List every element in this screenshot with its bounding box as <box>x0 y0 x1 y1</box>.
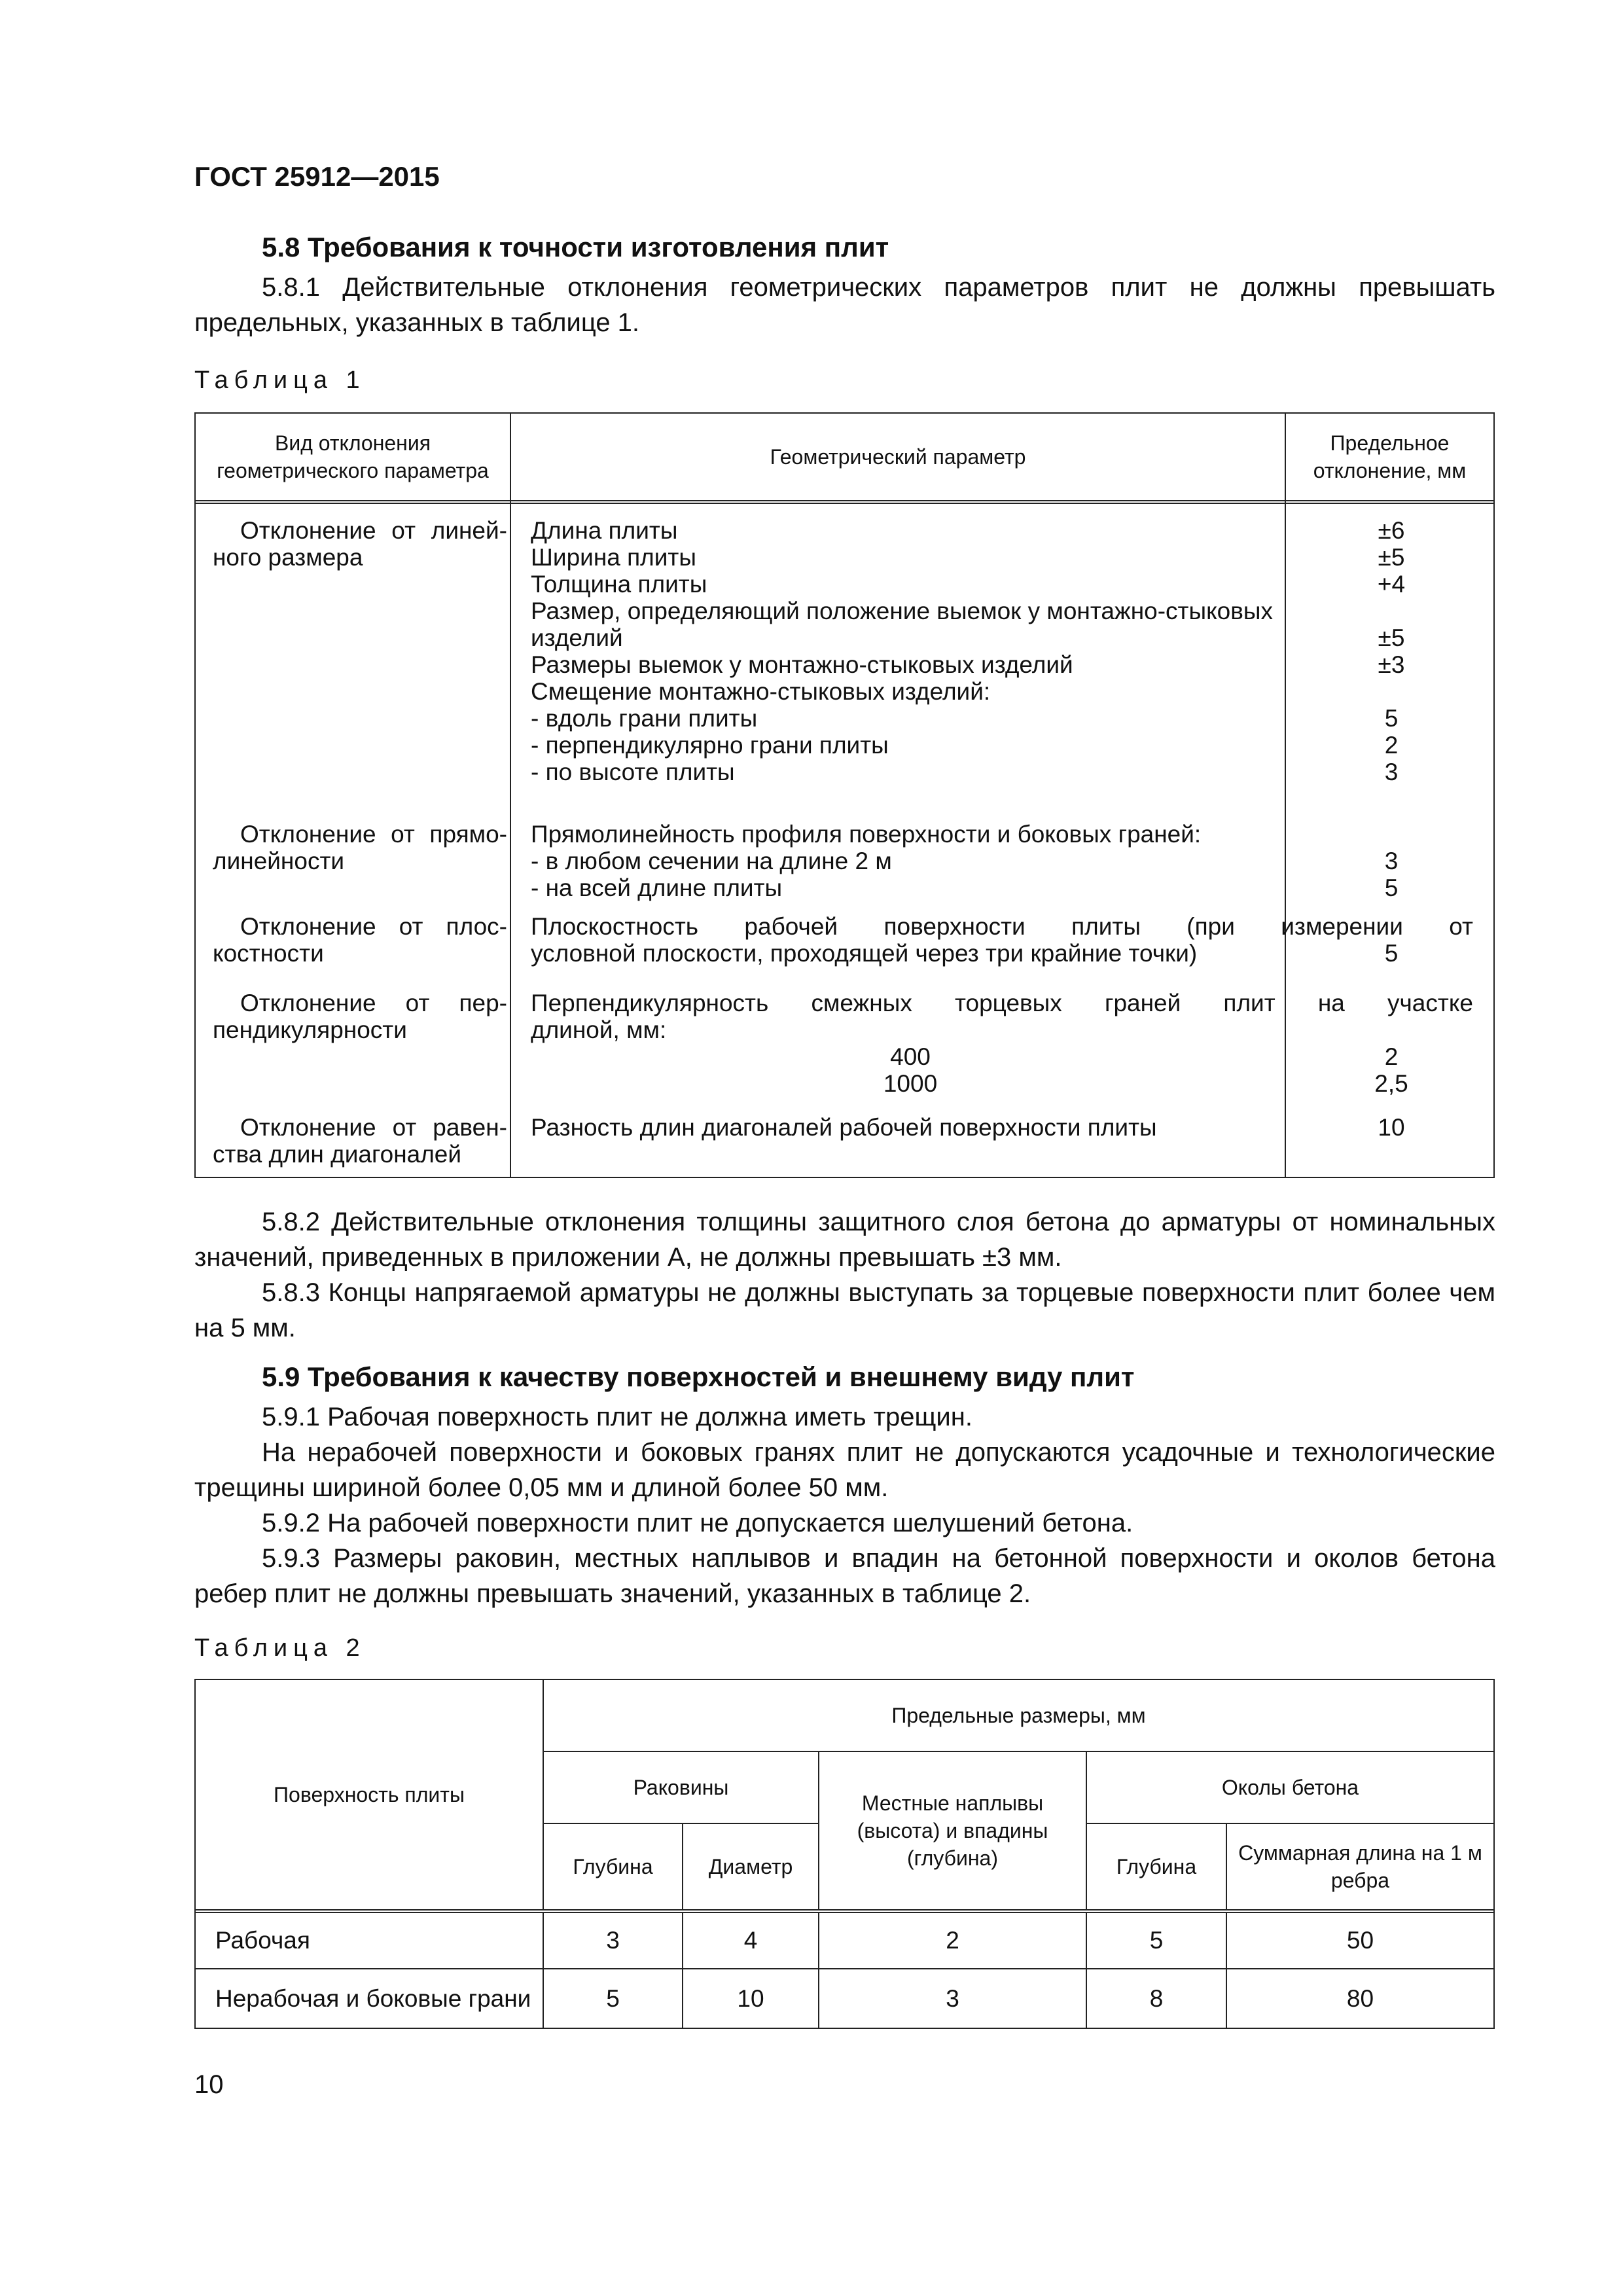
table-2-row-working-cavity-depth: 3 <box>606 1927 620 1954</box>
paragraph-5-9-1: 5.9.1 Рабочая поверхность плит не должна иметь трещин. <box>262 1403 972 1431</box>
table-2-header-cavity-depth: Глубина <box>573 1855 653 1878</box>
table-2-row-working-cavity-diameter: 4 <box>743 1927 758 1954</box>
document-header-code: ГОСТ 25912—2015 <box>194 161 440 192</box>
table-1-row-diagonals-limits: 10 <box>1378 1114 1405 1141</box>
table-2-row-nonworking-cavity-depth: 5 <box>606 1984 620 2012</box>
paragraph-5-8-2: 5.8.2 Действительные отклонения толщины защитного слоя бетона до арматуры от номинальных значений, приведенных в приложении А, не должны превышать ±3 мм. <box>194 1208 1495 1272</box>
table-2-row-nonworking-chip-depth: 8 <box>1149 1984 1164 2012</box>
section-5-9-paragraphs <box>194 1399 1495 1611</box>
table-2-header-chips: Околы бетона <box>1221 1776 1359 1799</box>
table-1-row-perpendicularity-params: Перпендикулярность смежных торцевых граней плит на участке длиной, мм: 400 1000 <box>531 990 1473 1097</box>
table-1-row-diagonals-params: Разность длин диагоналей рабочей поверхности плиты <box>531 1114 1157 1141</box>
table-2-row-nonworking-surface: Нерабочая и боковые грани <box>215 1984 531 2012</box>
section-5-9-title: 5.9 Требования к качеству поверхностей и внешнему виду плит <box>262 1361 1135 1392</box>
table-1-header-kind: Вид отклонения геометрического параметра <box>217 431 489 482</box>
table-2-header-surface: Поверхность плиты <box>274 1783 465 1806</box>
table-2-header-bulges: Местные наплывы (высота) и впадины (глубина) <box>857 1791 1048 1870</box>
paragraph-5-8-1-text: 5.8.1 Действительные отклонения геометрических параметров плит не должны превышать предельных, указанных в таблице 1. <box>194 273 1495 337</box>
table-1-row-linear-limits: ±6 ±5 +4 ±5 ±3 5 2 3 <box>1377 517 1406 785</box>
table-2-caption: Таблица 2 <box>194 1634 366 1662</box>
table-2 <box>194 1679 1495 2029</box>
paragraph-5-9-2: 5.9.2 На рабочей поверхности плит не допускается шелушений бетона. <box>262 1509 1133 1537</box>
table-2-header-cavities: Раковины <box>633 1776 729 1799</box>
table-1-row-straightness-kind: Отклонение от прямо- линейности <box>213 821 507 874</box>
table-1-header-limit: Предельное отклонение, мм <box>1313 431 1467 482</box>
paragraph-5-9-3: 5.9.3 Размеры раковин, местных наплывов и впадин на бетонной поверхности и околов бетона ребер плит не должны превышать значений, указанных в таблице 2. <box>194 1544 1495 1608</box>
table-1-row-flatness-params: Плоскостность рабочей поверхности плиты (при измерении от условной плоскости, проходящей через три крайние точки) <box>531 913 1473 967</box>
table-1-divider <box>510 414 511 1177</box>
table-2-header-limits: Предельные размеры, мм <box>891 1704 1146 1727</box>
table-2-header-chip-length: Суммарная длина на 1 м ребра <box>1238 1841 1482 1892</box>
table-1-row-flatness-kind: Отклонение от плос- костности <box>213 913 507 967</box>
table-1-row-perpendicularity-kind: Отклонение от пер- пендикулярности <box>213 990 507 1043</box>
table-2-row-working-bulge: 2 <box>946 1927 959 1954</box>
table-1-row-perpendicularity-limits: 2 2,5 <box>1374 1043 1408 1097</box>
table-2-row-nonworking-cavity-diameter: 10 <box>737 1984 764 2012</box>
table-1-caption: Таблица 1 <box>194 367 366 394</box>
table-2-header-chip-depth: Глубина <box>1116 1855 1197 1878</box>
paragraph-5-8-3: 5.8.3 Концы напрягаемой арматуры не должны выступать за торцевые поверхности плит более чем на 5 мм. <box>194 1278 1495 1342</box>
table-2-row-working-chip-depth: 5 <box>1149 1927 1164 1954</box>
paragraphs-after-table-1 <box>194 1204 1495 1346</box>
table-1-row-linear-kind: Отклонение от линей- ного размера <box>213 517 507 571</box>
table-1-length-400: 400 <box>890 1043 931 1070</box>
table-1-row-flatness-limits: 5 <box>1384 940 1399 967</box>
table-2-row-working-surface: Рабочая <box>215 1927 310 1954</box>
table-1 <box>194 412 1495 1178</box>
table-1-row-diagonals-kind: Отклонение от равен- ства длин диагоналей <box>213 1114 507 1168</box>
table-2-row-nonworking-bulge: 3 <box>946 1984 959 2012</box>
table-2-row-nonworking-chip-length: 80 <box>1346 1984 1374 2012</box>
table-1-header-param: Геометрический параметр <box>770 445 1026 469</box>
section-5-8-title: 5.8 Требования к точности изготовления плит <box>262 232 889 262</box>
paragraph-5-9-1-continuation: На нерабочей поверхности и боковых гранях плит не допускаются усадочные и технологические трещины шириной более 0,05 мм и длиной более 50 мм. <box>194 1438 1495 1502</box>
paragraph-5-8-1 <box>194 270 1495 340</box>
table-1-length-1000: 1000 <box>883 1070 938 1097</box>
table-2-header-cavity-diameter: Диаметр <box>708 1855 793 1878</box>
table-1-row-straightness-params: Прямолинейность профиля поверхности и боковых граней: - в любом сечении на длине 2 м - на всей длине плиты <box>531 821 1202 901</box>
table-1-row-straightness-limits: 3 5 <box>1384 848 1399 901</box>
page-number: 10 <box>194 2070 224 2099</box>
table-2-row-working-chip-length: 50 <box>1346 1927 1374 1954</box>
table-1-row-linear-params: Длина плиты Ширина плиты Толщина плиты Размер, определяющий положение выемок у монтажно-стыковых изделий Размеры выемок у монтажно-стыковых изделий Смещение монтажно-стыковых изделий: - вдоль грани плиты - перпендикулярно грани плиты - по высоте плиты <box>531 517 1274 785</box>
